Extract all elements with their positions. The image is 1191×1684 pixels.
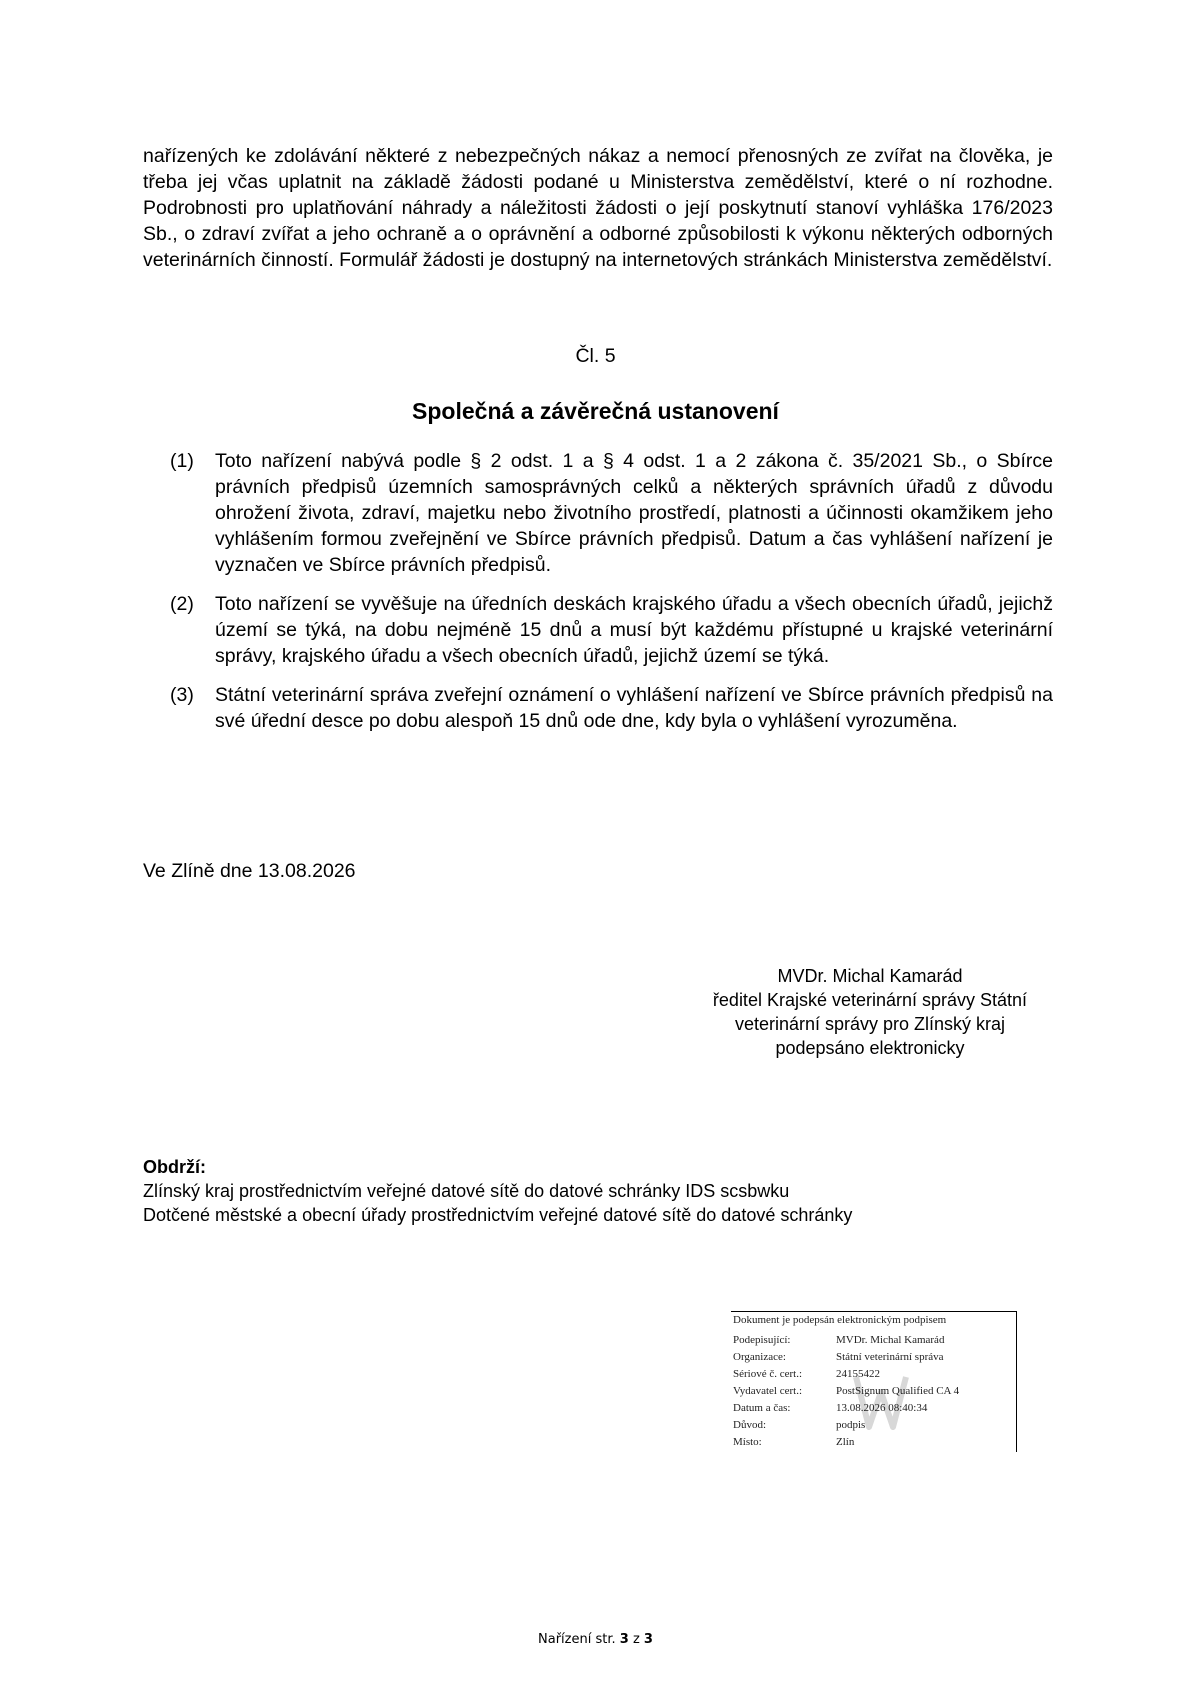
electronic-signature-stamp (731, 1311, 1017, 1452)
provisions-list (170, 448, 1053, 747)
provision-number: (3) (170, 684, 194, 706)
esig-row-organization (733, 1351, 1013, 1368)
provision-item (170, 591, 1053, 669)
footer-page-number: 3 (619, 1632, 629, 1647)
article-title: Společná a závěrečná ustanovení (412, 398, 779, 424)
esig-row-serial (733, 1368, 1013, 1385)
recipient-item: Zlínský kraj prostřednictvím veřejné datové sítě do datové schránky IDS scsbwku (143, 1181, 790, 1201)
esig-value: PostSignum Qualified CA 4 (836, 1385, 960, 1397)
esig-label: Vydavatel cert.: (733, 1385, 803, 1397)
footer-page-total: 3 (643, 1632, 653, 1647)
esig-value: podpis (836, 1419, 866, 1431)
signed-electronically-note: podepsáno elektronicky (775, 1038, 965, 1058)
esig-value: Zlín (836, 1436, 855, 1448)
footer-separator: z (632, 1632, 640, 1647)
esig-row-reason (733, 1419, 1013, 1436)
provision-number: (2) (170, 593, 194, 615)
esig-row-datetime (733, 1402, 1013, 1419)
signature-block (660, 964, 1080, 1060)
page-footer (0, 1632, 1191, 1647)
esig-row-place (733, 1436, 1013, 1453)
esig-label: Datum a čas: (733, 1402, 791, 1414)
provision-text: Toto nařízení nabývá podle § 2 odst. 1 a § 4 odst. 1 a 2 zákona č. 35/2021 Sb., o Sbírce právních předpisů územních samosprávných celků a některých správních úřadů z důvodu ohrožení života, zdraví, majetku nebo životního prostředí, platnosti a účinnosti okamžikem jeho vyhlášením formou zveřejnění ve Sbírce právních předpisů. Datum a čas vyhlášení nařízení je vyznačen ve Sbírce právních předpisů. (215, 450, 1053, 576)
provision-number: (1) (170, 450, 194, 472)
provision-text: Toto nařízení se vyvěšuje na úředních deskách krajského úřadu a všech obecních úřadů, jejichž území se týká, na dobu nejméně 15 dnů a musí být každému přístupné u krajské veterinární správy, krajského úřadu a všech obecních úřadů, jejichž území se týká. (215, 593, 1053, 667)
signer-title-line-1: ředitel Krajské veterinární správy Státní (712, 990, 1028, 1010)
esig-value: Státní veterinární správa (836, 1351, 944, 1363)
provision-item (170, 682, 1053, 734)
esig-label: Sériové č. cert.: (733, 1368, 803, 1380)
recipients-heading: Obdrží: (143, 1157, 206, 1177)
signer-name: MVDr. Michal Kamarád (777, 966, 963, 986)
signer-title-line-2: veterinární správy pro Zlínský kraj (734, 1014, 1006, 1034)
footer-prefix: Nařízení str. (538, 1632, 616, 1647)
esig-label: Důvod: (733, 1419, 766, 1431)
esig-label: Organizace: (733, 1351, 786, 1363)
recipient-item: Dotčené městské a obecní úřady prostřednictvím veřejné datové sítě do datové schránky (143, 1205, 853, 1225)
provision-item (170, 448, 1053, 578)
esig-value: 13.08.2026 08:40:34 (836, 1402, 928, 1414)
esig-row-signer (733, 1334, 1013, 1351)
esig-header: Dokument je podepsán elektronickým podpisem (733, 1314, 947, 1326)
esig-row-issuer (733, 1385, 1013, 1402)
intro-paragraph: nařízených ke zdolávání některé z nebezpečných nákaz a nemocí přenosných ze zvířat na člověka, je třeba jej včas uplatnit na základě žádosti podané u Ministerstva zemědělství, které o ní rozhodne. Podrobnosti pro uplatňování náhrady a náležitosti žádosti o její poskytnutí stanoví vyhláška 176/2023 Sb., o zdraví zvířat a jeho ochraně a o oprávnění a odborné způsobilosti k výkonu některých odborných veterinárních činností. Formulář žádosti je dostupný na internetových stránkách Ministerstva zemědělství. (143, 145, 1053, 271)
article-number: Čl. 5 (575, 345, 616, 367)
place-and-date: Ve Zlíně dne 13.08.2026 (143, 860, 356, 882)
recipients-section (143, 1155, 1093, 1227)
esig-value: 24155422 (836, 1368, 880, 1380)
provision-text: Státní veterinární správa zveřejní oznámení o vyhlášení nařízení ve Sbírce právních předpisů na své úřední desce po dobu alespoň 15 dnů ode dne, kdy byla o vyhlášení vyrozuměna. (215, 684, 1053, 732)
esig-value: MVDr. Michal Kamarád (836, 1334, 945, 1346)
esig-label: Místo: (733, 1436, 762, 1448)
esig-label: Podepisující: (733, 1334, 791, 1346)
